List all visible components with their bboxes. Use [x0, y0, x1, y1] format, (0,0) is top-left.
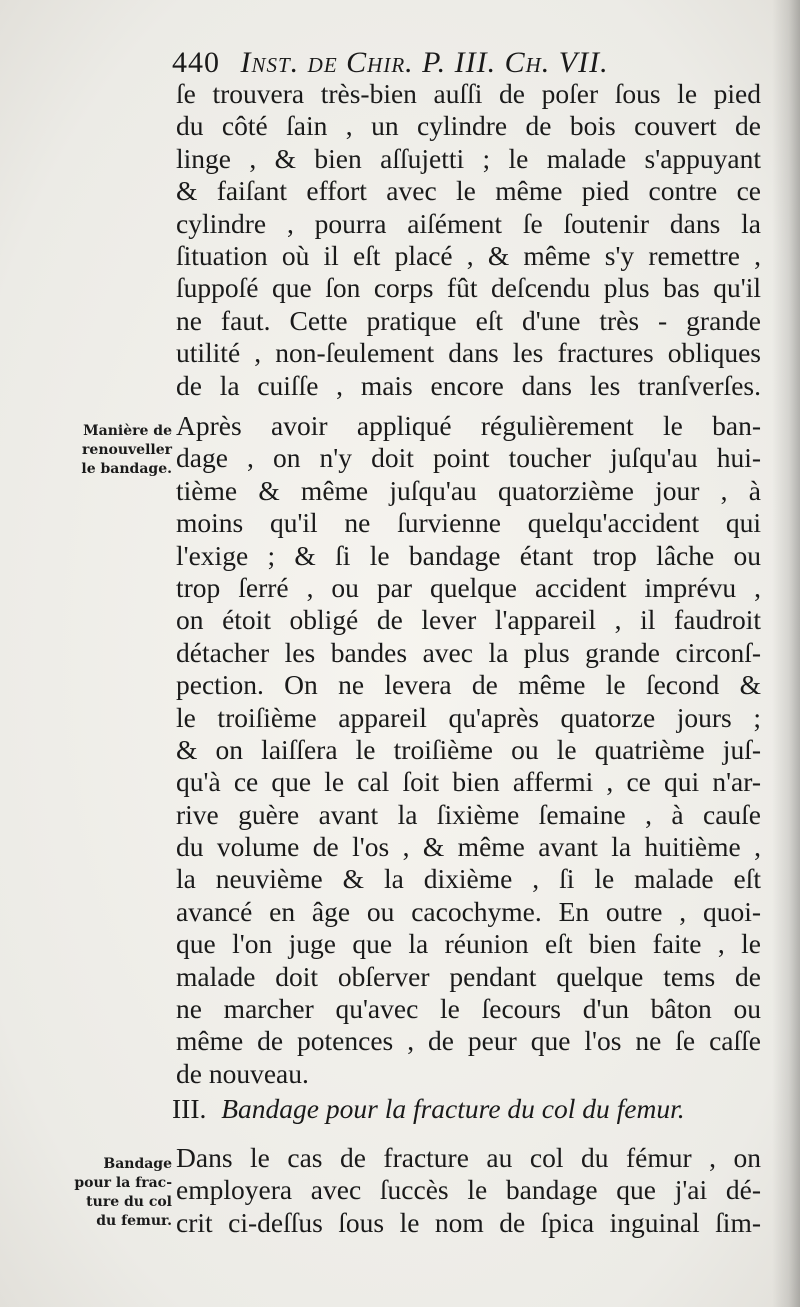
text-line: Après avoir appliqué régulièrement le ban-: [176, 410, 761, 441]
text-line: & on laiſſera le troiſième ou le quatrième juſ-: [176, 733, 761, 765]
margin-note-line: ture du col: [86, 1194, 172, 1210]
text-line: employera avec ſuccès le bandage que j'ai dé-: [176, 1174, 761, 1206]
paragraph-1: [176, 78, 761, 402]
text-line: trop ſerré , ou par quelque accident imprévu ,: [176, 571, 761, 603]
margin-note-line: le bandage.: [81, 461, 172, 477]
text-line: dage , on n'y doit point toucher juſqu'au hui-: [176, 442, 761, 474]
text-line: ſe trouvera très-bien auſſi de poſer ſous le pied: [176, 78, 761, 109]
text-line: même de potences , de peur que l'os ne ſe caſſe: [176, 1025, 761, 1057]
text-line: de nouveau.: [176, 1057, 309, 1089]
section-title: Bandage pour la fracture du col du femur.: [221, 1093, 685, 1124]
text-line: rive guère avant la ſixième ſemaine , à cauſe: [176, 798, 761, 830]
text-line: le troiſième appareil qu'après quatorze jours ;: [176, 701, 761, 733]
text-line: malade doit obſerver pendant quelque tems de: [176, 960, 761, 992]
margin-note-line: renouveller: [82, 442, 172, 458]
page-number: 440: [172, 46, 220, 79]
text-line: de la cuiſſe , mais encore dans les tranſverſes.: [176, 369, 761, 401]
binding-shadow: [772, 0, 800, 1307]
text-line: du côté ſain , un cylindre de bois couvert de: [176, 110, 761, 142]
text-line: que l'on juge que la réunion eſt bien faite , le: [176, 928, 761, 960]
text-line: ne faut. Cette pratique eſt d'une très - grande: [176, 304, 761, 336]
text-line: tième & même juſqu'au quatorzième jour , à: [176, 474, 761, 506]
margin-note-femur: [52, 1155, 172, 1231]
text-line: la neuvième & la dixième , ſi le malade eſt: [176, 863, 761, 895]
text-line: & faiſant effort avec le même pied contre ce: [176, 175, 761, 207]
margin-note-line: du femur.: [96, 1213, 172, 1229]
text-line: pection. On ne levera de même le ſecond &: [176, 669, 761, 701]
text-line: avancé en âge ou cacochyme. En outre , quoi-: [176, 895, 761, 927]
text-line: ne marcher qu'avec le ſecours d'un bâton ou: [176, 993, 761, 1025]
text-line: linge , & bien aſſujetti ; le malade s'appuyant: [176, 142, 761, 174]
text-line: on étoit obligé de lever l'appareil , il faudroit: [176, 604, 761, 636]
text-line: du volume de l'os , & même avant la huitième ,: [176, 831, 761, 863]
paragraph-2: [176, 410, 761, 1090]
section-heading: [172, 1093, 762, 1125]
text-line: utilité , non-ſeulement dans les fractures obliques: [176, 337, 761, 369]
text-line: cylindre , pourra aiſément ſe ſoutenir dans la: [176, 207, 761, 239]
section-number: III.: [172, 1093, 207, 1124]
running-title: Inst. de Chir. P. III. Ch. VII.: [240, 46, 609, 79]
margin-note-line: Manière de: [83, 423, 172, 439]
margin-note-line: Bandage: [103, 1156, 172, 1172]
text-line: crit ci-deſſus ſous le nom de ſpica inguinal ſim-: [176, 1206, 761, 1238]
text-line: l'exige ; & ſi le bandage étant trop lâche ou: [176, 539, 761, 571]
margin-note-renouveller: [52, 422, 172, 479]
text-line: moins qu'il ne ſurvienne quelqu'accident qui: [176, 507, 761, 539]
text-line: qu'à ce que le cal ſoit bien affermi , ce qui n'ar-: [176, 766, 761, 798]
text-line: ſituation où il eſt placé , & même s'y remettre ,: [176, 239, 761, 271]
margin-note-line: pour la frac-: [74, 1175, 172, 1191]
text-line: Dans le cas de fracture au col du fémur , on: [176, 1142, 761, 1173]
text-line: détacher les bandes avec la plus grande circonſ-: [176, 636, 761, 668]
text-line: ſuppoſé que ſon corps fût deſcendu plus bas qu'il: [176, 272, 761, 304]
paragraph-3: [176, 1142, 761, 1239]
